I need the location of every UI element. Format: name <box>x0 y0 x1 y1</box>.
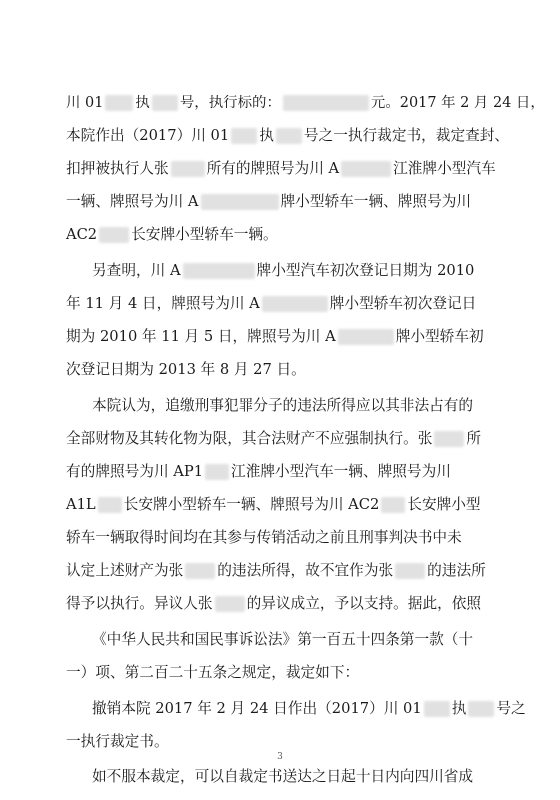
redaction <box>381 497 405 513</box>
text-line-16: 得予以执行。异议人张 的异议成立，予以支持。据此，依照 <box>66 595 482 612</box>
redaction <box>434 431 464 447</box>
redaction <box>185 563 215 579</box>
text-line-20: 一执行裁定书。 <box>66 733 169 750</box>
text-line-3: 扣押被执行人张 所有的牌照号为川 A 江淮牌小型汽车 <box>66 160 496 177</box>
text-line-1: 川 01执 号，执行标的： 元。2017 年 2 月 24 日， <box>66 95 545 111</box>
text-line-9: 次登记日期为 2013 年 8 月 27 日。 <box>66 361 306 378</box>
redaction <box>231 128 257 144</box>
redaction <box>341 161 391 177</box>
redaction <box>424 701 450 717</box>
page-number: 3 <box>277 752 283 762</box>
text-line-6: 另查明，川 A 牌小型汽车初次登记日期为 2010 <box>92 262 475 279</box>
text-line-5: AC2 长安牌小型轿车一辆。 <box>66 226 278 243</box>
redaction <box>105 95 133 111</box>
text-line-19: 撤销本院 2017 年 2 月 24 日作出（2017）川 01执 号之 <box>92 700 526 717</box>
text-line-18: 一）项、第二百二十五条之规定，裁定如下： <box>66 664 360 681</box>
text-line-2: 本院作出（2017）川 01执 号之一执行裁定书，裁定查封、 <box>66 127 510 144</box>
redaction <box>205 464 229 480</box>
text-line-13: A1L 长安牌小型轿车一辆、牌照号为川 AC2 长安牌小型 <box>66 496 481 513</box>
redaction <box>99 227 129 243</box>
text-line-21: 如不服本裁定，可以自裁定书送达之日起十日内向四川省成 <box>92 768 474 785</box>
text-line-10: 本院认为，追缴刑事犯罪分子的违法所得应以其非法占有的 <box>92 397 474 414</box>
redaction <box>152 95 178 111</box>
text-line-12: 有的牌照号为川 AP1 江淮牌小型汽车一辆、牌照号为川 <box>66 463 451 480</box>
redaction <box>201 194 279 210</box>
text-line-8: 期为 2010 年 11 月 5 日，牌照号为川 A 牌小型轿车初 <box>66 328 484 345</box>
text-line-15: 认定上述财产为张 的违法所得，故不宜作为张 的违法所 <box>66 562 486 579</box>
redaction <box>183 263 255 279</box>
redaction <box>276 128 302 144</box>
redaction <box>338 329 394 345</box>
redaction <box>283 95 369 111</box>
redaction <box>171 161 205 177</box>
text-line-17: 《中华人民共和国民事诉讼法》第一百五十四条第一款（十 <box>92 631 474 648</box>
text-line-14: 轿车一辆取得时间均在其参与传销活动之前且刑事判决书中未 <box>66 529 462 546</box>
redaction <box>262 296 328 312</box>
redaction <box>468 701 494 717</box>
text-line-11: 全部财物及其转化物为限，其合法财产不应强制执行。张 所 <box>66 430 482 447</box>
redaction <box>395 563 425 579</box>
text-line-7: 年 11 月 4 日，牌照号为川 A 牌小型轿车初次登记日 <box>66 295 477 312</box>
redaction <box>215 596 245 612</box>
text-line-4: 一辆、牌照号为川 A 牌小型轿车一辆、牌照号为川 <box>66 193 472 210</box>
redaction <box>98 497 122 513</box>
